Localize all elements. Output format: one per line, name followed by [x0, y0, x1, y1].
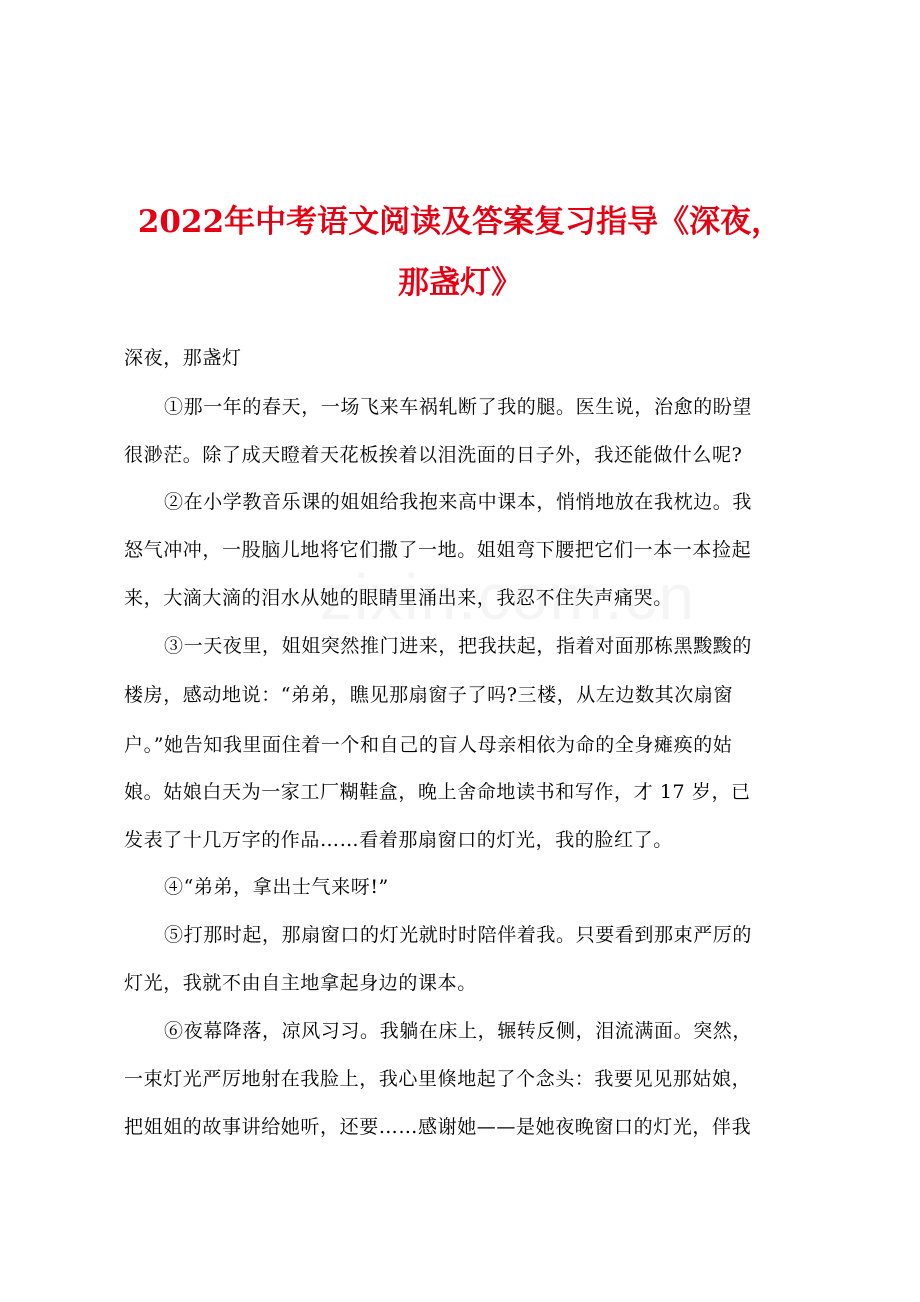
- document-title-line-1: 2022年中考语文阅读及答案复习指导《深夜，: [137, 204, 783, 240]
- paragraph-2-line-3: 来，大滴大滴的泪水从她的眼睛里涌出来，我忍不住失声痛哭。: [124, 587, 673, 609]
- paragraph-3-line-1: ③一天夜里，姐姐突然推门进来，把我扶起，指着对面那栋黑黢黢的: [164, 635, 753, 657]
- paragraph-1-line-1: ①那一年的春天，一场飞来车祸轧断了我的腿。医生说，治愈的盼望: [164, 396, 753, 418]
- paragraph-2-line-2: 怒气冲冲，一股脑儿地将它们撒了一地。姐姐弯下腰把它们一本一本捡起: [124, 539, 752, 561]
- paragraph-5-line-1: ⑤打那时起，那扇窗口的灯光就时时陪伴着我。只要看到那束严厉的: [164, 924, 753, 946]
- paragraph-5-line-2: 灯光，我就不由自主地拿起身边的课本。: [124, 972, 477, 994]
- paragraph-6-line-1: ⑥夜幕降落，凉风习习。我躺在床上，辗转反侧，泪流满面。突然，: [164, 1020, 753, 1042]
- paragraph-1-line-2: 很渺茫。除了成天瞪着天花板挨着以泪洗面的日子外，我还能做什么呢?: [124, 444, 743, 466]
- paragraph-6-line-2: 一束灯光严厉地射在我脸上，我心里倏地起了个念头：我要见见那姑娘，: [124, 1068, 752, 1090]
- paragraph-3-line-4: 娘。姑娘白天为一家工厂糊鞋盒，晚上舍命地读书和写作，才 17 岁，已: [124, 781, 751, 803]
- paragraph-3-line-2: 楼房，感动地说：“弟弟，瞧见那扇窗子了吗?三楼，从左边数其次扇窗: [124, 684, 734, 706]
- paragraph-4-line-1: ④“弟弟，拿出士气来呀!”: [164, 876, 389, 898]
- article-subtitle: 深夜，那盏灯: [124, 347, 242, 369]
- paragraph-3-line-5: 发表了十几万字的作品……看着那扇窗口的灯光，我的脸红了。: [124, 829, 673, 851]
- paragraph-2-line-1: ②在小学教音乐课的姐姐给我抱来高中课本，悄悄地放在我枕边。我: [164, 491, 753, 513]
- paragraph-6-line-3: 把姐姐的故事讲给她听，还要……感谢她——是她夜晚窗口的灯光，伴我: [124, 1116, 752, 1138]
- document-title-line-2: 那盏灯》: [398, 265, 522, 301]
- paragraph-3-line-3: 户。”她告知我里面住着一个和自己的盲人母亲相依为命的全身瘫痪的姑: [124, 734, 733, 756]
